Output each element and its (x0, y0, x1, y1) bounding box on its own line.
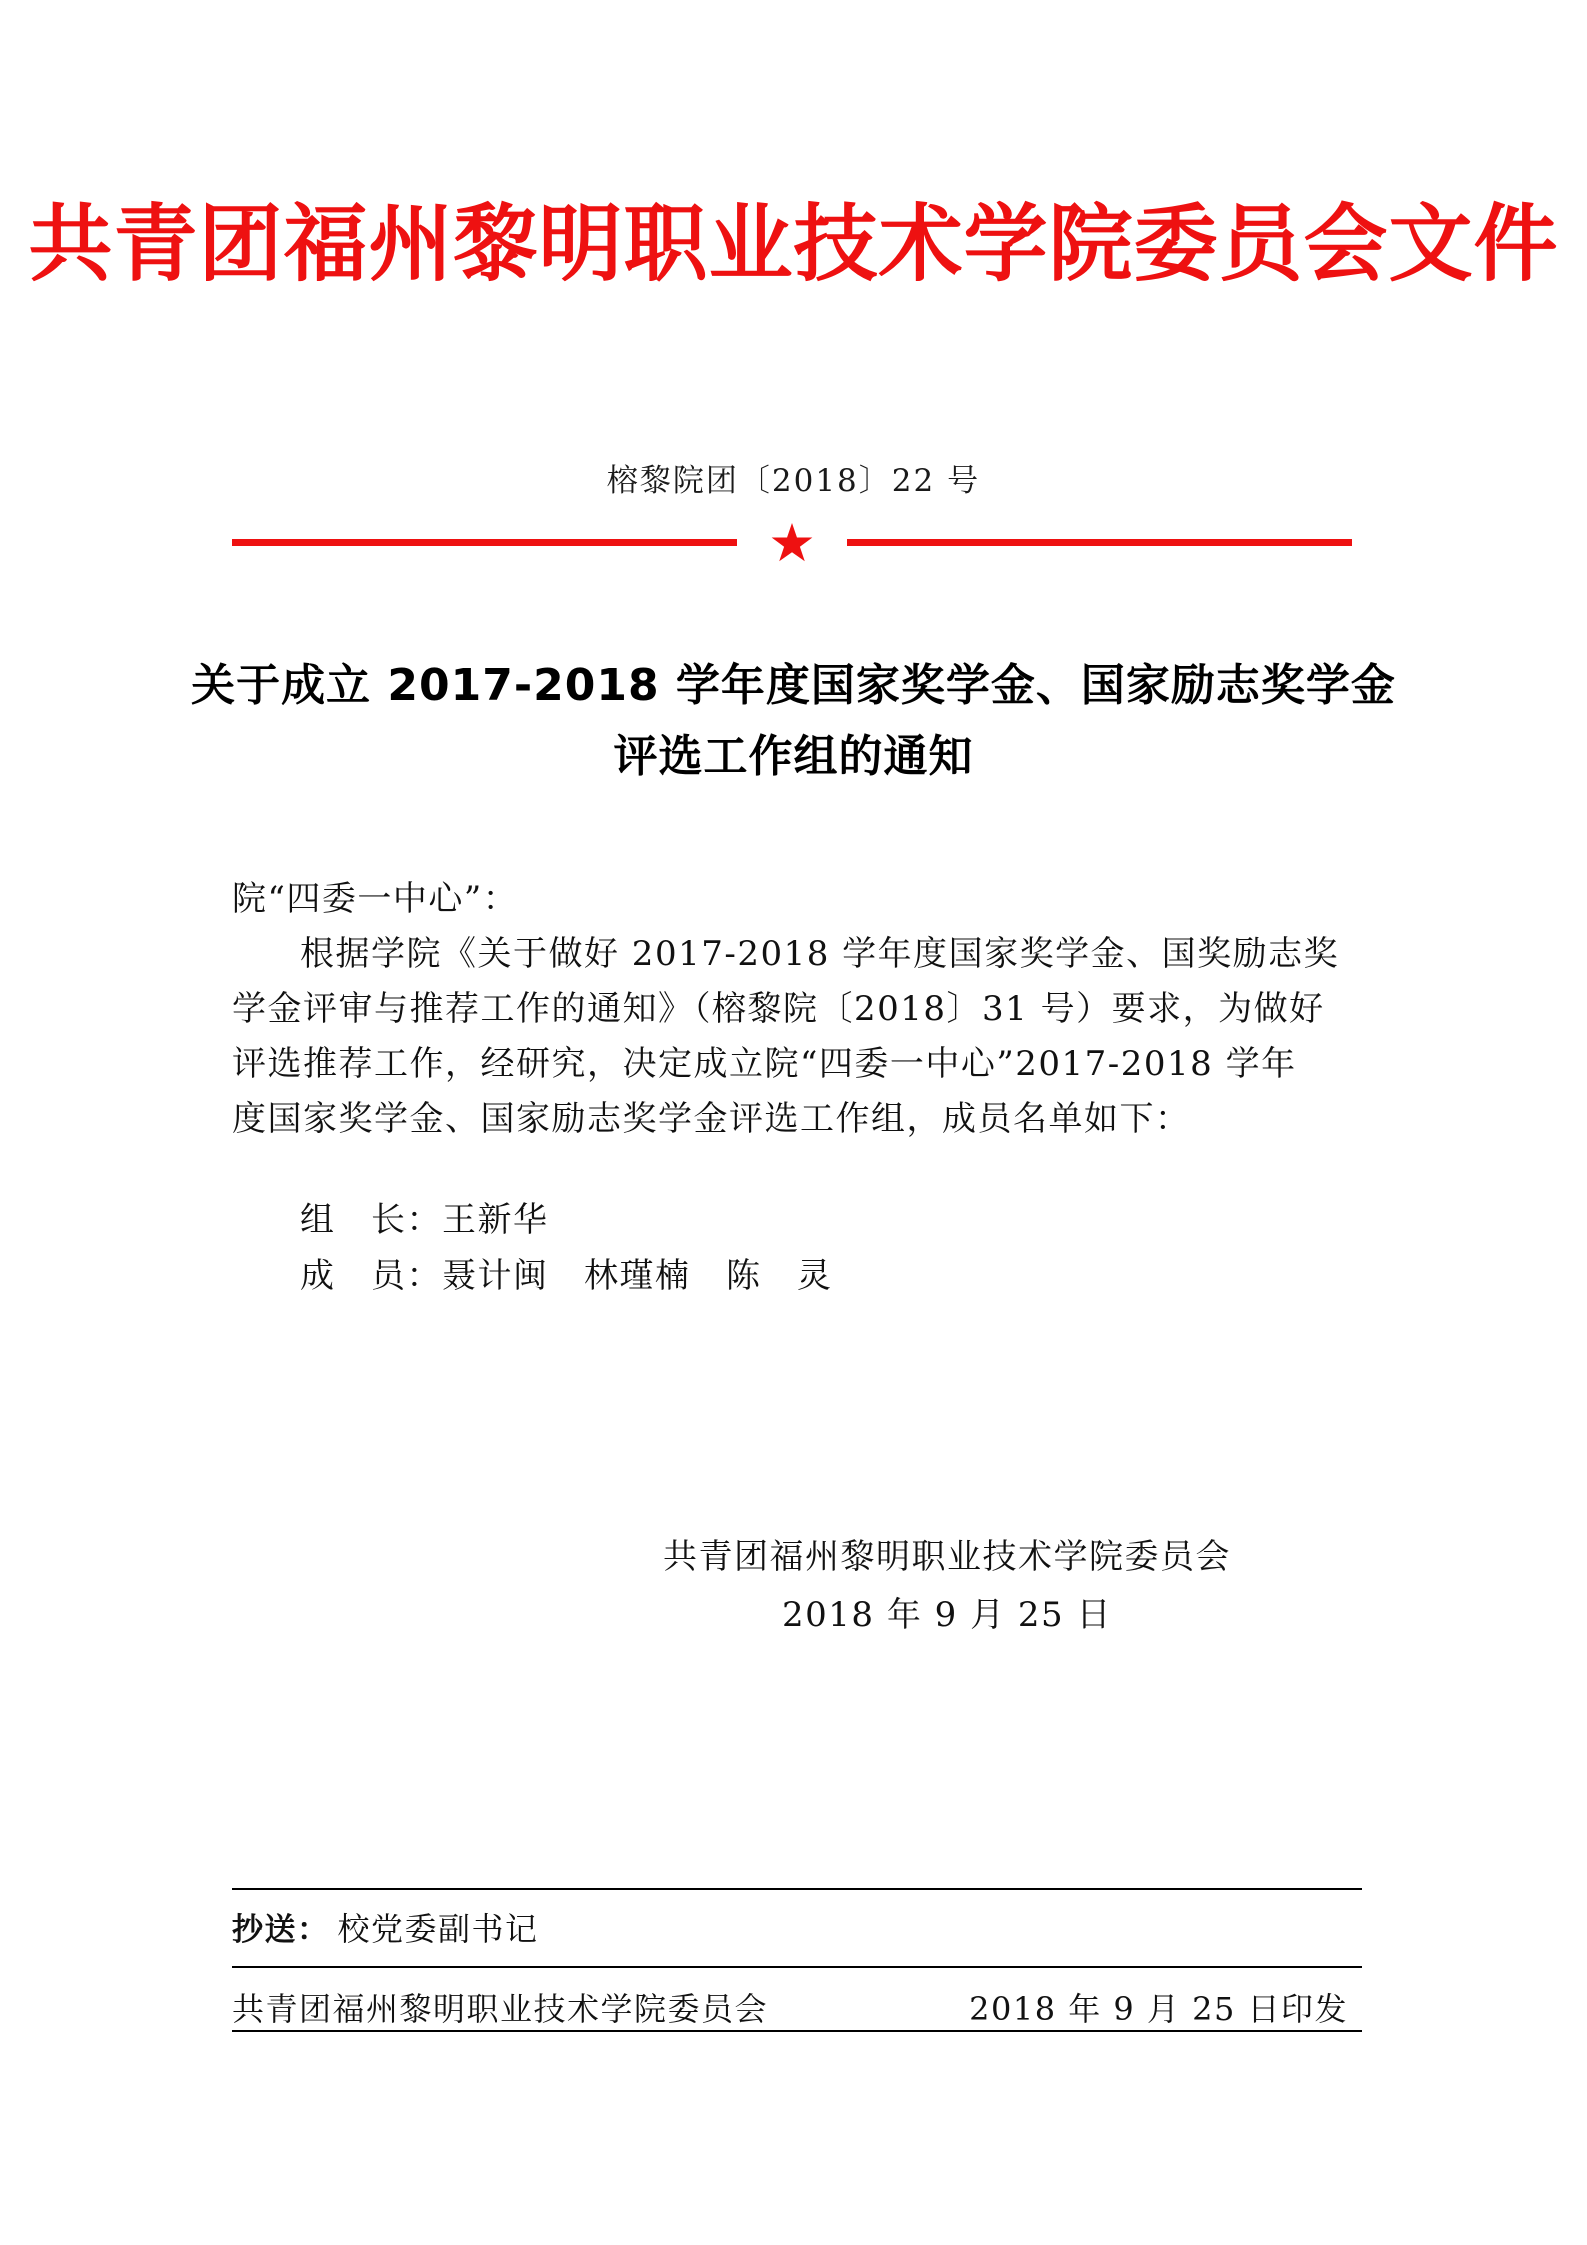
red-separator-rule (232, 530, 1352, 554)
body-line-4: 度国家奖学金、国家励志奖学金评选工作组，成员名单如下： (232, 1099, 1191, 1139)
red-rule-left-segment (232, 539, 737, 546)
issue-date: 2018 年 9 月 25 日印发 (969, 1990, 1348, 2028)
body-text (232, 872, 1362, 1147)
carbon-copy-row (232, 1890, 1362, 1966)
red-star-icon (771, 522, 813, 564)
page-title (0, 650, 1587, 793)
page-title-line-2: 评选工作组的通知 (613, 731, 974, 783)
document-footer (232, 1888, 1362, 2032)
roster-leader: 组 长：王新华 (300, 1200, 549, 1240)
member-roster (232, 1192, 1362, 1304)
carbon-copy-label: 抄送： (232, 1912, 330, 1948)
page-title-line-1: 关于成立 2017-2018 学年度国家奖学金、国家励志奖学金 (191, 660, 1396, 711)
issuer-row (232, 1968, 1362, 2030)
body-line-1: 根据学院《关于做好 2017-2018 学年度国家奖学金、国奖励志奖 (300, 934, 1340, 974)
roster-members: 成 员：聂计闽 林瑾楠 陈 灵 (300, 1256, 833, 1296)
footer-bottom-divider (232, 2030, 1362, 2032)
body-line-2: 学金评审与推荐工作的通知》（榕黎院〔2018〕31 号）要求，为做好 (232, 989, 1325, 1029)
signature-block (232, 1528, 1362, 1644)
issuer-organization: 共青团福州黎明职业技术学院委员会 (232, 1990, 769, 2028)
signature-date: 2018 年 9 月 25 日 (782, 1595, 1112, 1635)
carbon-copy-value: 校党委副书记 (337, 1910, 539, 1948)
red-rule-right-segment (847, 539, 1352, 546)
document-number: 榕黎院团〔2018〕22 号 (606, 463, 981, 499)
masthead-title: 共青团福州黎明职业技术学院委员会文件 (28, 195, 1559, 293)
body-line-3: 评选推荐工作，经研究，决定成立院“四委一中心”2017-2018 学年 (232, 1044, 1297, 1084)
signature-organization: 共青团福州黎明职业技术学院委员会 (663, 1537, 1231, 1577)
salutation: 院“四委一中心”： (232, 879, 519, 919)
